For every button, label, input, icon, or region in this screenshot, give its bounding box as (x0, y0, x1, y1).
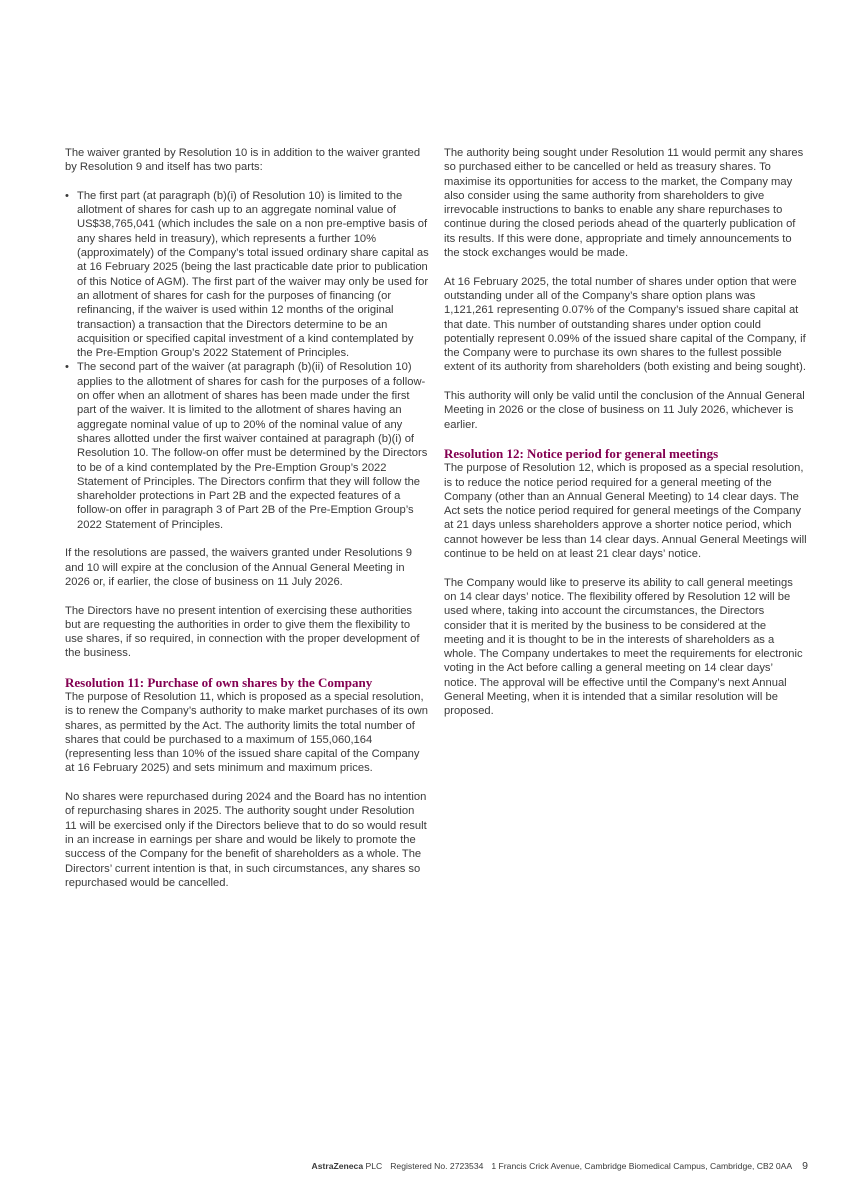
resolution-11-no-repurchase-paragraph: No shares were repurchased during 2024 and the Board has no intention of repurchasing shares in 2025. The authority sought under Resolution 11 will be exercised only if the Directors believe that to do so would result in an increase in earnings per share and would be likely to promote the success of the Company for the benefit of shareholders as a whole. The Directors’ current intention is that, in such circumstances, any shares so repurchased would be cancelled. (65, 791, 427, 889)
resolution-11-purpose-paragraph: The purpose of Resolution 11, which is proposed as a special resolution, is to renew the Company’s authority to make market purchases of its own shares, as permitted by the Act. The authority limits the total number of shares that could be purchased to a maximum of 155,060,164 (representing less than 10% of the issued share capital of the Company at 16 February 2025) and sets minimum and maximum prices. (65, 690, 428, 775)
page-number: 9 (802, 1160, 808, 1172)
waiver-parts-list (65, 189, 429, 532)
footer-registered-number: Registered No. 2723534 (390, 1161, 484, 1171)
resolution-12-purpose-paragraph: The purpose of Resolution 12, which is proposed as a special resolution, is to reduce the notice period required for a general meeting of the Company (other than an Annual General Meeting) to 14 clear days. The Act sets the notice period required for general meetings of the Company at 21 days unless shareholders approve a shorter notice period, which cannot however be less than 14 clear days. Annual General Meetings will continue to be held on at least 21 clear days’ notice. (444, 462, 807, 561)
list-item: • The second part of the waiver (at paragraph (b)(ii) of Resolution 10) applies to the allotment of shares for cash for the purposes of a follow-on offer when an allotment of shares has been made under the first part of the waiver. It is limited to the allotment of shares having an aggregate nominal value of up to 20% of the nominal value of any shares allotted under the first waiver contained at paragraph (b)(i) of Resolution 10. The follow-on offer must be determined by the Directors to be of a kind contemplated by the Pre-Emption Group’s 2022 Statement of Principles. The Directors confirm that they will follow the shareholder protections in Part 2B and the expected features of a follow-on offer in paragraph 3 of Part 2B of the Pre-Emption Group’s 2022 Statement of Principles. (65, 360, 429, 532)
left-column (65, 146, 429, 904)
right-column (444, 146, 808, 733)
list-item: • The first part (at paragraph (b)(i) of Resolution 10) is limited to the allotment of shares for cash up to an aggregate nominal value of US$38,765,041 (which includes the sale on a non pre-emptive basis of any shares held in treasury), which represents a further 10% (approximately) of the Company’s total issued ordinary share capital as at 16 February 2025 (being the last practicable date prior to publication of this Notice of AGM). The first part of the waiver may only be used for an allotment of shares for cash for the purposes of financing (or refinancing, if the waiver is used within 12 months of the original transaction) a transaction that the Directors determine to be an acquisition or specified capital investment of a kind contemplated by the Pre-Emption Group’s 2022 Statement of Principles. (65, 189, 429, 361)
waiver-expiry-paragraph: If the resolutions are passed, the waivers granted under Resolutions 9 and 10 will expire at the conclusion of the Annual General Meeting in 2026 or, if earlier, the close of business on 11 July 2026. (65, 547, 413, 588)
footer-company-name: AstraZeneca (311, 1161, 364, 1171)
resolution-11-heading: Resolution 11: Purchase of own shares by the Company (65, 674, 373, 690)
treasury-shares-paragraph: The authority being sought under Resolution 11 would permit any shares so purchased either to be cancelled or held as treasury shares. To maximise its opportunities for access to the market, the Company may also consider using the same authority from shareholders to give irrevocable instructions to banks to enable any share repurchases to continue during the closed periods ahead of the quarterly publication of its results. If this were done, appropriate and timely announcements to the stock exchanges would be made. (444, 147, 804, 260)
footer-company-suffix: PLC (363, 1161, 383, 1171)
share-options-paragraph: At 16 February 2025, the total number of shares under option that were outstanding under all of the Company’s share option plans was 1,121,261 representing 0.07% of the Company’s issued share capital at that date. This number of outstanding shares under option could potentially represent 0.09% of the issued share capital of the Company, if the Company were to purchase its own shares to the fullest possible extent of its authority from shareholders (both existing and being sought). (444, 275, 806, 374)
waiver-intro-paragraph: The waiver granted by Resolution 10 is in addition to the waiver granted by Resolution 9 and itself has two parts: (65, 147, 421, 174)
page-footer (312, 1160, 808, 1172)
authority-validity-paragraph: This authority will only be valid until the conclusion of the Annual General Meeting in 2026 or the close of business on 11 July 2026, whichever is earlier. (444, 390, 805, 431)
directors-intention-paragraph: The Directors have no present intention of exercising these authorities but are requesting the authorities in order to give them the flexibility to use shares, if so required, in connection with the proper development of the business. (65, 604, 420, 660)
footer-address: 1 Francis Crick Avenue, Cambridge Biomedical Campus, Cambridge, CB2 0AA (491, 1161, 793, 1171)
resolution-12-preserve-paragraph: The Company would like to preserve its ability to call general meetings on 14 clear days’ notice. The flexibility offered by Resolution 12 will be used where, taking into account the circumstances, the Directors consider that it is merited by the business to be considered at the meeting and it is thought to be in the interests of shareholders as a whole. The Company undertakes to meet the requirements for electronic voting in the Act before calling a general meeting on 14 clear days’ notice. The approval will be effective until the Company’s next Annual General Meeting, when it is intended that a similar resolution will be proposed. (444, 576, 803, 718)
resolution-12-heading: Resolution 12: Notice period for general meetings (444, 446, 719, 462)
